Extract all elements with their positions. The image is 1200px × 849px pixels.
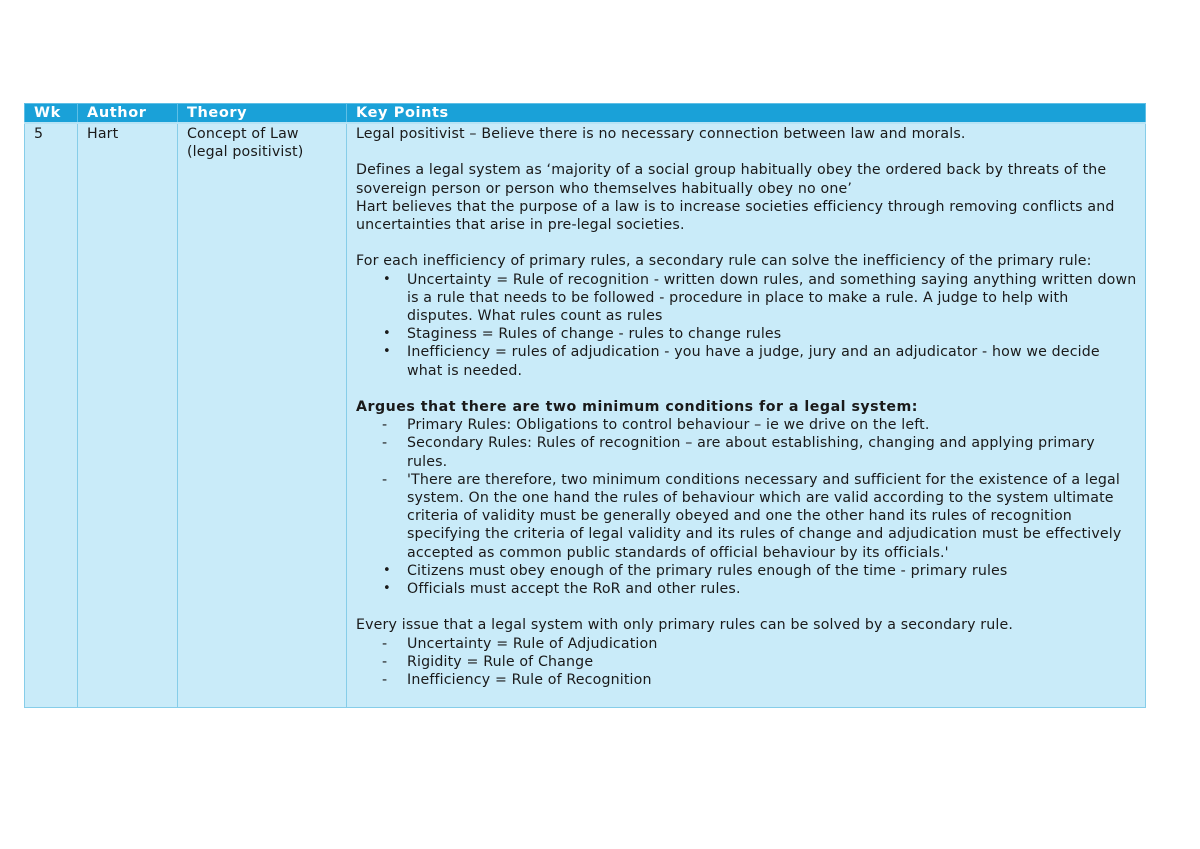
- secondary-rules-dash-list: [356, 635, 1137, 690]
- cell-week: 5: [25, 123, 78, 708]
- list-item: • Staginess = Rules of change - rules to change rules: [383, 326, 782, 343]
- list-item: - Rigidity = Rule of Change: [382, 653, 594, 670]
- header-row: [25, 104, 1146, 124]
- key-point-paragraph-4: For each inefficiency of primary rules, a secondary rule can solve the inefficiency of the primary rule:: [356, 253, 1092, 270]
- key-point-paragraph-5: Every issue that a legal system with only primary rules can be solved by a secondary rule.: [356, 617, 1014, 634]
- list-item: - 'There are therefore, two minimum conditions necessary and sufficient for the existence of a legal system. On the one hand the rules of behaviour which are valid according to the system ultimate criteria of validity must be generally obeyed and one the other hand its rules of recognition specifying the criteria of legal validity and its rules of change and adjudication must be effectively accepted as common public standards of official behaviour by its officials.': [382, 471, 1122, 561]
- list-item: • Uncertainty = Rule of recognition - written down rules, and something saying anything written down is a rule that needs to be followed - procedure in place to make a rule. A judge to help with disputes. What rules count as rules: [383, 271, 1137, 324]
- list-item: - Primary Rules: Obligations to control behaviour – ie we drive on the left.: [382, 417, 930, 434]
- notes-table: [24, 103, 1146, 708]
- list-item: • Inefficiency = rules of adjudication - you have a judge, jury and an adjudicator - how we decide what is needed.: [383, 344, 1100, 379]
- list-item: - Inefficiency = Rule of Recognition: [382, 672, 652, 689]
- inefficiency-bullet-list: [356, 271, 1137, 380]
- header-author: Author: [78, 104, 178, 124]
- header-theory: Theory: [178, 104, 347, 124]
- dash-marker: -: [382, 653, 388, 670]
- dash-marker: -: [382, 417, 388, 434]
- list-item: - Secondary Rules: Rules of recognition – are about establishing, changing and applying primary rules.: [382, 435, 1095, 470]
- obligations-bullet-list: [356, 562, 1137, 598]
- dash-marker: -: [382, 471, 388, 488]
- key-point-paragraph-3: Hart believes that the purpose of a law is to increase societies efficiency through removing conflicts and uncertainties that arise in pre-legal societies.: [356, 198, 1115, 233]
- key-point-paragraph-2: Defines a legal system as ‘majority of a social group habitually obey the ordered back by threats of the sovereign person or person who themselves habitually obey no one’: [356, 162, 1107, 197]
- conditions-dash-list: [356, 416, 1137, 562]
- bullet-marker: •: [383, 344, 391, 360]
- bullet-marker: •: [383, 326, 391, 342]
- minimum-conditions-heading: Argues that there are two minimum conditions for a legal system:: [356, 399, 918, 415]
- list-item: • Officials must accept the RoR and other rules.: [383, 581, 741, 598]
- list-item: - Uncertainty = Rule of Adjudication: [382, 635, 658, 652]
- header-key-points: Key Points: [347, 104, 1146, 124]
- dash-marker: -: [382, 435, 388, 452]
- bullet-marker: •: [383, 562, 391, 578]
- theory-subtitle: (legal positivist): [187, 144, 304, 161]
- bullet-marker: •: [383, 581, 391, 597]
- dash-marker: -: [382, 672, 388, 689]
- list-item: • Citizens must obey enough of the primary rules enough of the time - primary rules: [383, 562, 1008, 579]
- table-row: [25, 123, 1146, 708]
- key-point-paragraph-1: Legal positivist – Believe there is no necessary connection between law and morals.: [356, 126, 966, 142]
- theory-title: Concept of Law: [187, 126, 299, 142]
- bullet-marker: •: [383, 271, 391, 287]
- dash-marker: -: [382, 635, 388, 652]
- header-week: Wk: [25, 104, 78, 124]
- cell-theory: [178, 123, 347, 708]
- cell-key-points: [347, 123, 1146, 708]
- cell-author: Hart: [78, 123, 178, 708]
